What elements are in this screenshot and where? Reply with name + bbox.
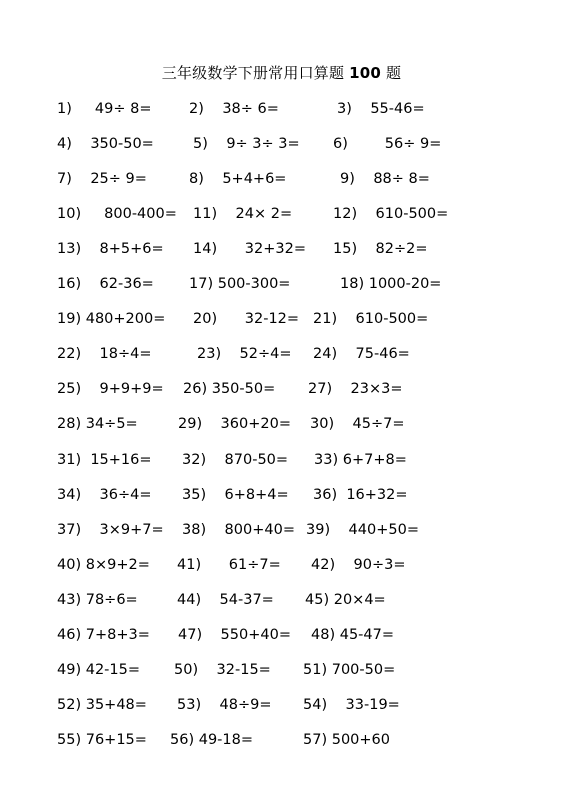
problem-row [0,202,563,226]
problem-item: 7) 25÷ 9= [57,171,147,188]
problem-item: 48) 45-47= [311,626,394,643]
problem-row [0,728,563,752]
problem-item: 50) 32-15= [174,661,271,678]
problem-item: 54) 33-19= [303,696,400,713]
problem-item: 44) 54-37= [177,591,274,608]
problem-item: 18) 1000-20= [340,276,442,293]
problem-item: 57) 500+60 [303,731,390,748]
problem-item: 52) 35+48= [57,696,147,713]
page-title [0,62,563,83]
title-suffix: 题 [386,64,402,82]
problem-row [0,448,563,472]
problem-item: 13) 8+5+6= [57,241,164,258]
problem-row [0,167,563,191]
problem-item: 36) 16+32= [313,486,408,503]
problem-item: 21) 610-500= [313,311,429,328]
problem-item: 33) 6+7+8= [314,451,407,468]
problem-item: 2) 38÷ 6= [189,101,279,117]
problem-item: 5) 9÷ 3÷ 3= [193,136,300,153]
problem-item: 19) 480+200= [57,311,166,328]
problem-row [0,272,563,296]
problem-item: 10) 800-400= [57,206,177,223]
problem-item: 56) 49-18= [170,731,253,748]
title-text: 三年级数学下册常用口算题 [161,64,345,82]
problem-item: 30) 45÷7= [310,416,405,433]
problem-item: 41) 61÷7= [177,556,281,573]
problem-item: 6) 56÷ 9= [333,136,442,153]
problem-row [0,342,563,366]
problem-row [0,658,563,682]
problem-row [0,377,563,401]
problem-item: 14) 32+32= [193,241,306,258]
problem-item: 9) 88÷ 8= [340,171,430,188]
problem-item: 37) 3×9+7= [57,521,164,538]
problem-item: 15) 82÷2= [333,241,428,258]
problem-item: 1) 49÷ 8= [57,101,152,117]
problem-item: 25) 9+9+9= [57,381,164,398]
problem-item: 23) 52÷4= [197,346,292,363]
problem-item: 42) 90÷3= [311,556,406,573]
problem-row [0,518,563,542]
problem-item: 55) 76+15= [57,731,147,748]
problem-item: 38) 800+40= [182,521,295,538]
problem-item: 49) 42-15= [57,661,140,678]
problem-item: 31) 15+16= [57,451,152,468]
problem-item: 8) 5+4+6= [189,171,287,188]
problem-item: 20) 32-12= [193,311,300,328]
problem-item: 34) 36÷4= [57,486,152,503]
problem-item: 40) 8×9+2= [57,556,150,573]
problem-row [0,553,563,577]
problem-row [0,97,563,121]
problem-item: 39) 440+50= [306,521,419,538]
problem-row [0,693,563,717]
problem-item: 12) 610-500= [333,206,449,223]
problem-item: 53) 48÷9= [177,696,272,713]
problem-item: 43) 78÷6= [57,591,138,608]
problem-item: 22) 18÷4= [57,346,152,363]
problem-item: 16) 62-36= [57,276,154,293]
problem-item: 29) 360+20= [178,416,291,433]
problem-item: 4) 350-50= [57,136,154,153]
problem-row [0,623,563,647]
problem-item: 27) 23×3= [308,381,403,398]
problem-item: 3) 55-46= [337,101,425,117]
problem-item: 32) 870-50= [182,451,289,468]
problem-row [0,132,563,156]
problem-item: 51) 700-50= [303,661,396,678]
problem-item: 11) 24× 2= [193,206,293,223]
problem-item: 47) 550+40= [178,626,291,643]
problem-item: 17) 500-300= [189,276,291,293]
problem-row [0,307,563,331]
problem-item: 28) 34÷5= [57,416,138,433]
problem-row [0,588,563,612]
problem-item: 26) 350-50= [183,381,276,398]
problem-row [0,237,563,261]
problem-item: 35) 6+8+4= [182,486,289,503]
problem-item: 46) 7+8+3= [57,626,150,643]
problem-item: 45) 20×4= [305,591,386,608]
problem-row [0,483,563,507]
problem-item: 24) 75-46= [313,346,410,363]
problem-row [0,412,563,436]
title-count: 100 [349,64,382,82]
